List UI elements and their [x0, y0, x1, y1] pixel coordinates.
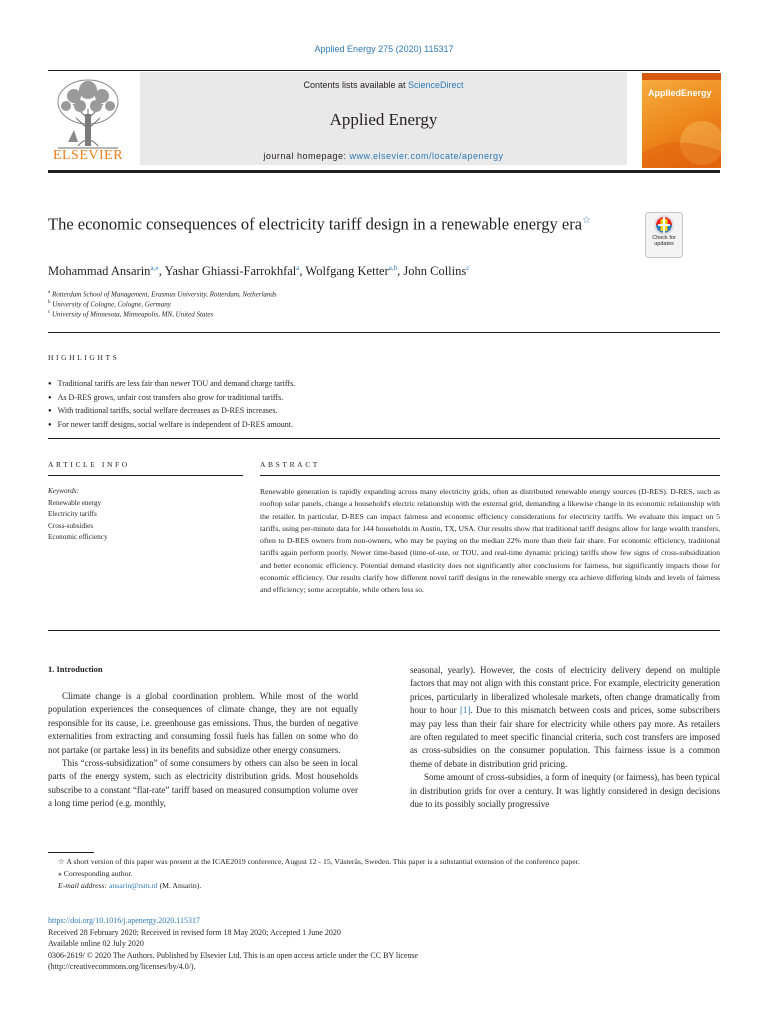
- received-dates: Received 28 February 2020; Received in revised form 18 May 2020; Accepted 1 June 2020: [48, 927, 341, 937]
- keyword: Electricity tariffs: [48, 510, 97, 518]
- journal-cover-image: [642, 73, 721, 168]
- abstract-text: Renewable generation is rapidly expanding across many electricity grids, often as distributed renewable energy sources (D-RES). D-RES, such as rooftop solar panels, change a household's electric relationship with the external grid, demanding a likewise change in its economic relationship with the retailer. In particular, D-RES can impact fairness and economic efficiency considerations for electricity tariffs. We evaluate this impact on 5 tariffs, using per-minute data for 144 households in Austin, TX, USA. Our results show that traditional tariff designs allow for large wealth transfers, often to D-RES owners from non-owners, who may be paying on the median 22% more than their fair share. For economic efficiency, traditional tariffs again perform poorly. Newer time-based (time-of-use, or TOU, and real-time dynamic pricing) tariffs show few signs of cross-subsidization and better economic efficiency. Potential demand elasticity does not significantly alter conclusions for fairness, but significantly impacts those for economic efficiency. Our results clarify how different novel tariff designs in the renewable energy era achieve differing kinds and levels of fairness and efficiency; some acceptable, while others less so.: [260, 487, 720, 595]
- abstract-heading: ABSTRACT: [260, 460, 320, 469]
- license-line: 0306-2619/ © 2020 The Authors. Published by Elsevier Ltd. This is an open access article under the CC BY license: [48, 950, 419, 960]
- footnote-email: [48, 880, 720, 892]
- affiliation-key: b: [48, 300, 51, 305]
- header-bottom-rule: [48, 170, 720, 173]
- body-paragraph: This “cross-subsidization” of some consumers by others can also be seen in local parts of the energy system, such as electricity distribution grids. Most households subscribe to a constant “flat-rate” tariff based on measured consumption volume over a long time period (e.g. monthly,: [48, 758, 358, 809]
- bibliographic-info: [48, 915, 720, 973]
- contents-prefix: Contents lists available at: [303, 80, 409, 90]
- author-affiliation-mark[interactable]: a: [296, 264, 300, 272]
- author-name[interactable]: Mohammad Ansarin: [48, 264, 151, 279]
- available-online-date: Available online 02 July 2020: [48, 939, 144, 948]
- keyword: Economic efficiency: [48, 533, 108, 541]
- article-info-rule: [48, 475, 243, 476]
- doi-link[interactable]: https://doi.org/10.1016/j.apenergy.2020.115317: [48, 916, 200, 925]
- license-url[interactable]: (http://creativecommons.org/licenses/by/4.0/).: [48, 962, 196, 971]
- highlight-item: ● For newer tariff designs, social welfare is independent of D-RES amount.: [48, 419, 295, 433]
- section-heading-introduction: 1. Introduction: [48, 664, 103, 674]
- article-info-heading: ARTICLE INFO: [48, 460, 130, 469]
- email-label: E-mail address:: [58, 880, 109, 890]
- divider-rule: [48, 332, 720, 333]
- affiliation-b: [48, 300, 171, 308]
- keywords-block: [48, 486, 108, 544]
- body-column-right: [410, 664, 720, 811]
- paper-title-text: The economic consequences of electricity tariff design in a renewable energy era: [48, 214, 583, 234]
- affiliation-key: a: [48, 290, 51, 295]
- divider-rule: [48, 438, 720, 439]
- contents-availability: [140, 80, 627, 90]
- sciencedirect-link[interactable]: ScienceDirect: [408, 80, 464, 90]
- email-link[interactable]: ansarin@rsm.nl: [108, 880, 158, 890]
- author-affiliation-mark[interactable]: a,⁎: [150, 264, 159, 272]
- keywords-label: Keywords:: [48, 487, 79, 495]
- journal-reference-link[interactable]: Applied Energy 275 (2020) 115317: [314, 44, 454, 54]
- affiliation-text: University of Cologne, Cologne, Germany: [52, 300, 171, 309]
- affiliation-c: [48, 310, 213, 318]
- body-text: . Due to this mismatch between costs and prices, some subscribers may pay less than their fair share for electricity while others pay more. As retailers are often regulated to meet specific financial criteria, such cost transfers are imposed as cross-subsidies on the consumer population. This fairness issue is a common theme of debate in distribution grid pricing.: [410, 705, 720, 769]
- header-top-rule: [48, 70, 720, 71]
- highlight-item: ● As D-RES grows, unfair cost transfers also grow for traditional tariffs.: [48, 392, 295, 406]
- footnotes: [48, 856, 720, 891]
- keyword: Renewable energy: [48, 498, 102, 507]
- paper-title: [48, 210, 638, 235]
- highlight-item: ● Traditional tariffs are less fair than newer TOU and demand charge tariffs.: [48, 378, 295, 392]
- affiliation-text: University of Minnesota, Minneapolis, MN, United States: [51, 310, 214, 319]
- affiliation-a: [48, 290, 277, 298]
- elsevier-wordmark: ELSEVIER: [52, 148, 124, 163]
- email-suffix: (M. Ansarin).: [157, 880, 202, 890]
- divider-rule: [48, 630, 720, 631]
- citation-link[interactable]: [1]: [459, 705, 471, 716]
- affiliation-key: c: [48, 310, 51, 315]
- homepage-label: journal homepage:: [263, 151, 350, 161]
- title-footnote-mark[interactable]: ☆: [582, 215, 591, 226]
- body-paragraph: Climate change is a global coordination problem. While most of the world population experiences the consequences of climate change, they are not equally responsible for its cause, i.e. greenhouse gas emissions. Thus, the burden of negative externalities from extracting and consuming fossil fuels has fallen on some who do not partake (or partake less) in its benefits and subsidize other energy consumers.: [48, 691, 358, 755]
- keyword: Cross-subsidies: [48, 521, 94, 530]
- cover-journal-title: AppliedEnergy: [648, 88, 712, 98]
- journal-title: Applied Energy: [329, 110, 438, 129]
- homepage-url-link[interactable]: www.elsevier.com/locate/apenergy: [349, 151, 504, 161]
- body-paragraph: [410, 664, 720, 771]
- abstract-rule: [260, 475, 720, 476]
- author-affiliation-mark[interactable]: a,b: [388, 264, 398, 272]
- footnote-corresponding: ⁎ Corresponding author.: [58, 868, 133, 878]
- body-paragraph: Some amount of cross-subsidies, a form of inequity (or fairness), has been typical in distribution grids for over a century. It was lightly considered in design decisions due to its possibly socially progressive: [410, 772, 720, 810]
- author-list: Mohammad Ansarin$^{a,⁎}$, Yashar Ghiassi-Farrokhfal$^a$, Wolfgang Ketter$^{a,b}$, John Collins$^c$: [48, 264, 470, 279]
- author-name[interactable]: Wolfgang Ketter: [305, 264, 389, 279]
- body-column-left: [48, 690, 358, 811]
- crossmark-label: Check for updates: [652, 235, 676, 247]
- highlights-heading: HIGHLIGHTS: [48, 353, 120, 362]
- author-affiliation-mark[interactable]: c: [466, 264, 470, 272]
- body-text: seasonal, yearly). However, the costs of electricity delivery depend on multiple factors that may not align with this constant price. For example, electricity generation prices, particularly in liberalized wholesale markets, often change dramatically from hour to hour: [410, 665, 720, 716]
- affiliation-text: Rotterdam School of Management, Erasmus University, Rotterdam, Netherlands: [51, 290, 277, 299]
- highlight-item: ● With traditional tariffs, social welfare decreases as D-RES increases.: [48, 405, 295, 419]
- footnote-rule: [48, 852, 94, 853]
- journal-homepage: [140, 151, 627, 161]
- author-name[interactable]: John Collins: [403, 264, 467, 279]
- footnote-conference: ☆ A short version of this paper was present at the ICAE2019 conference, August 12 - 15, Västerås, Sweden. This paper is a substantial extension of the conference paper.: [58, 857, 580, 866]
- highlights-list: [48, 378, 295, 432]
- author-name[interactable]: Yashar Ghiassi-Farrokhfal: [164, 264, 297, 279]
